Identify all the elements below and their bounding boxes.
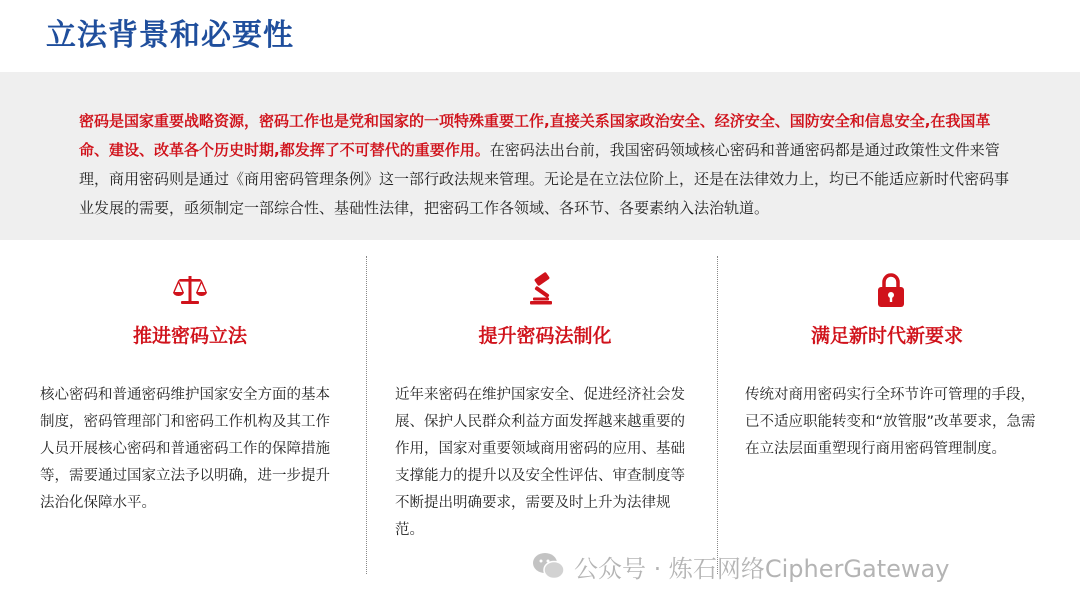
watermark-text: 公众号 · 炼石网络CipherGateway [574,554,950,583]
padlock-icon [871,270,911,310]
column-body: 核心密码和普通密码维护国家安全方面的基本制度，密码管理部门和密码工作机构及其工作人员开展核心密码和普通密码工作的保障措施等，需要通过国家立法予以明确，进一步提升法治化保障水平。 [40,387,330,511]
intro-highlight: 密码是国家重要战略资源，密码工作也是党和国家的一项特殊重要工作,直接关系国家政治安全、经济安全、国防安全和信息安全,在我国革命、建设、改革各个历史时期,都发挥了不可替代的重要作用。 [79,112,991,159]
column-heading: 满足新时代新要求 [810,325,963,347]
gavel-icon [523,270,563,310]
column-divider [366,256,367,574]
column-body: 近年来密码在维护国家安全、促进经济社会发展、保护人民群众利益方面发挥越来越重要的作用，国家对重要领域商用密码的应用、基础支撑能力的提升以及安全性评估、审查制度等不断提出明确要求，需要及时上升为法律规范。 [395,387,685,538]
page-title: 立法背景和必要性 [46,18,294,53]
column-new-era [745,262,1045,582]
intro-body: 在密码法出台前，我国密码领域核心密码和普通密码都是通过政策性文件来管理，商用密码则是通过《商用密码管理条例》这一部行政法规来管理。无论是在立法位阶上，还是在法律效力上，均已不能适应新时代密码事业发展的需要，亟须制定一部综合性、基础性法律，把密码工作各领域、各环节、各要素纳入法治轨道。 [79,141,1010,217]
intro-paragraph [79,107,1009,223]
column-heading: 提升密码法制化 [478,325,612,347]
column-legislation [40,262,340,582]
column-heading: 推进密码立法 [132,325,247,347]
column-body: 传统对商用密码实行全环节许可管理的手段，已不适应职能转变和“放管服”改革要求，急需在立法层面重塑现行商用密码管理制度。 [745,387,1036,457]
watermark [532,548,949,584]
column-rule-of-law [395,262,695,582]
scales-icon [170,270,210,310]
wechat-icon [532,551,566,581]
column-divider [717,256,718,574]
